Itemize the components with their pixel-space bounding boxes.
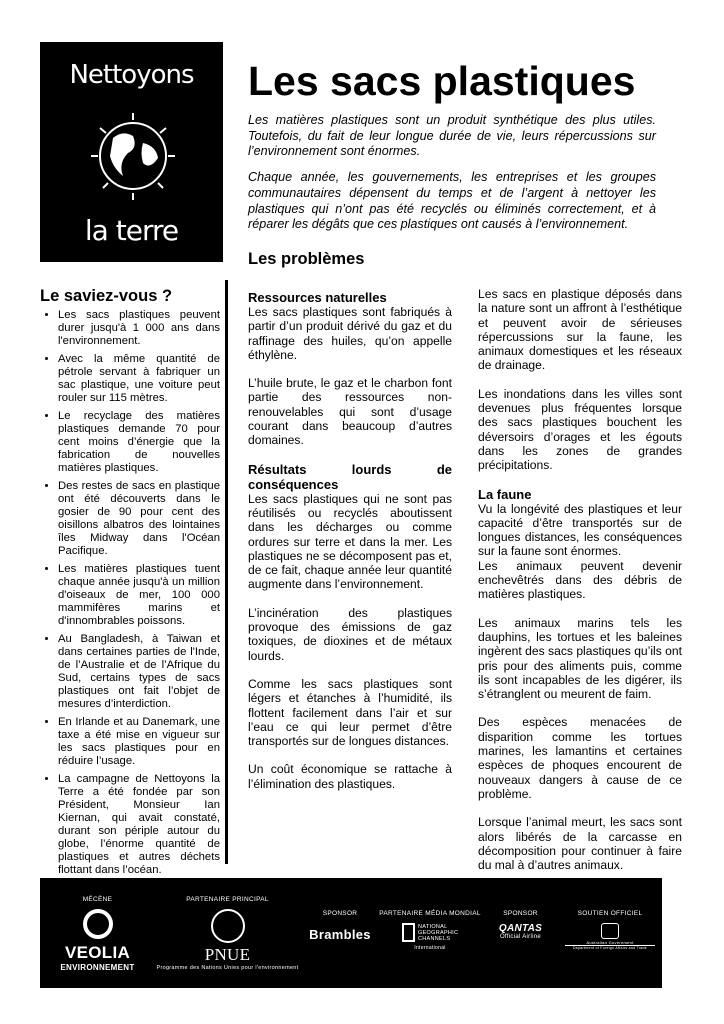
sponsor-qantas bbox=[488, 910, 553, 940]
sidebar-facts bbox=[40, 287, 220, 882]
sponsor-brambles bbox=[305, 910, 375, 942]
sponsor-label: SOUTIEN OFFICIEL bbox=[577, 910, 643, 917]
fact-item: • En Irlande et au Danemark, une taxe a été mise en vigueur sur les sacs plastiques pour en réduire l’usage. bbox=[58, 716, 220, 768]
paragraph: Lorsque l’animal meurt, les sacs sont alors libérés de la carcasse en décomposition pour continuer à faire du mal à d’autres animaux. bbox=[478, 815, 682, 873]
paragraph: L’huile brute, le gaz et le charbon font partie des ressources non-renouvelables qui sont d’usage courant dans beaucoup d’autres domaines. bbox=[248, 376, 452, 448]
coat-of-arms-icon bbox=[601, 923, 619, 939]
paragraph: Des espèces menacées de disparition comme les tortues marines, les lamantins et certaines espèces de phoques encourent de nouveaux dangers à cause de ce problème. bbox=[478, 715, 682, 801]
fact-item: • Des restes de sacs en plastique ont été découverts dans le gosier de 90 pour cent des oisillons albatros des lointaines îles Midway dans l'Océan Pacifique. bbox=[58, 480, 220, 558]
paragraph: Les animaux marins tels les dauphins, les tortues et les baleines ingèrent des sacs plastiques qu’ils ont pris pour des aliments puis, comme ils sont incapables de les digérer, ils s’étranglent ou meurent de faim. bbox=[478, 615, 682, 702]
sponsor-australian-government bbox=[565, 910, 655, 950]
sponsor-sub: Department of Foreign Affairs and Trade bbox=[565, 945, 655, 950]
sponsor-sub: International bbox=[414, 945, 446, 951]
paragraph: Les sacs plastiques qui ne sont pas réutilisés ou recyclés aboutissent dans les décharges ou comme ordures sur terre et dans la mer. Les plastiques ne se décomposent pas et, de ce fait, chaque année leur quantité augmente dans l’environnement. bbox=[248, 491, 452, 592]
fact-item: • Le recyclage des matières plastiques demande 70 pour cent moins d’énergie que la fabrication de nouvelles matières plastiques. bbox=[58, 410, 220, 475]
sponsor-label: MÉCÈNE bbox=[82, 896, 113, 903]
sponsor-sub: ENVIRONNEMENT bbox=[60, 963, 135, 972]
fact-item: • Les matières plastiques tuent chaque année jusqu'à un million d'oiseaux de mer, 100 000 mammifères marins et d'innombrables poissons. bbox=[58, 563, 220, 628]
sponsor-name: QANTAS bbox=[498, 923, 543, 934]
divider bbox=[225, 280, 228, 864]
logo-line1: Nettoyons bbox=[69, 60, 194, 90]
intro bbox=[248, 113, 656, 243]
paragraph: Comme les sacs plastiques sont légers et étanches à l’humidité, ils flottent facilement dans l’air et sur l’eau ce qui leur permet d’être transportés sur de longues distances. bbox=[248, 676, 452, 749]
sidebar-title: Le saviez-vous ? bbox=[40, 287, 173, 305]
heading-faune: La faune bbox=[478, 486, 532, 502]
sponsors-footer bbox=[40, 878, 662, 988]
un-emblem-icon bbox=[211, 909, 245, 943]
sponsor-name: VEOLIA bbox=[64, 943, 131, 962]
sponsor-name: NATIONAL GEOGRAPHIC CHANNELS bbox=[418, 923, 459, 942]
sponsor-veolia bbox=[50, 896, 145, 972]
sponsor-pnue bbox=[155, 896, 300, 971]
intro-paragraph: Les matières plastiques sont un produit synthétique des plus utiles. Toutefois, du fait de leur longue durée de vie, leurs répercussions sur l’environnement sont énormes. bbox=[248, 113, 656, 159]
sponsor-label: SPONSOR bbox=[503, 910, 538, 917]
section-title: Les problèmes bbox=[248, 250, 365, 268]
middle-column bbox=[248, 290, 452, 805]
fact-item: • La campagne de Nettoyons la Terre a été fondée par son Président, Monsieur Ian Kiernan, qui avait constaté, durant son périple autour du globe, l’énorme quantité de plastiques et autres déchets flottant dans l’océan. bbox=[58, 773, 220, 877]
sponsor-label: PARTENAIRE MÉDIA MONDIAL bbox=[379, 910, 481, 917]
paragraph: Vu la longévité des plastiques et leur capacité d’être transportés sur de longues distances, les conséquences sur la faune sont énormes. bbox=[478, 501, 682, 559]
paragraph: L’incinération des plastiques provoque des émissions de gaz toxiques, de dioxines et de métaux lourds. bbox=[248, 605, 452, 663]
sponsor-sub: Official Airline bbox=[499, 934, 542, 940]
globe-icon bbox=[88, 108, 178, 203]
heading-ressources: Ressources naturelles bbox=[248, 290, 387, 305]
sponsor-sub: Programme des Nations Unies pour l'environnement bbox=[156, 965, 299, 971]
sponsor-name: Brambles bbox=[309, 927, 371, 942]
veolia-icon bbox=[83, 909, 113, 939]
fact-item: • Les sacs plastiques peuvent durer jusqu'à 1 000 ans dans l'environnement. bbox=[58, 309, 220, 348]
intro-paragraph: Chaque année, les gouvernements, les entreprises et les groupes communautaires dépensent du temps et de l’argent à nettoyer les plastiques qui n’ont pas été recyclés ou éliminés correctement, et à réparer les dégâts que ces plastiques ont causés à l’environnement. bbox=[248, 170, 656, 232]
natgeo-icon bbox=[402, 923, 415, 942]
sponsor-name: PNUE bbox=[204, 945, 251, 964]
page-title: Les sacs plastiques bbox=[248, 58, 636, 104]
right-column bbox=[478, 287, 682, 886]
sponsor-label: SPONSOR bbox=[322, 910, 358, 917]
sponsor-name: Australian Government bbox=[586, 940, 634, 945]
sponsor-natgeo bbox=[375, 910, 485, 951]
paragraph: Les animaux peuvent devenir enchevêtrés dans des débris de matières plastiques. bbox=[478, 558, 682, 602]
heading-resultats: Résultats lourds de conséquences bbox=[248, 461, 452, 492]
logo-line2: la terre bbox=[84, 214, 179, 247]
paragraph: Les sacs plastiques sont fabriqués à partir d’un produit dérivé du gaz et du raffinage des huiles, qu’on appelle éthylène. bbox=[248, 305, 452, 362]
paragraph: Un coût économique se rattache à l’élimination des plastiques. bbox=[248, 762, 452, 791]
fact-item: • Avec la même quantité de pétrole servant à fabriquer un sac plastique, une voiture peut rouler sur 115 mètres. bbox=[58, 353, 220, 405]
nettoyons-la-terre-logo bbox=[40, 42, 223, 262]
sponsor-label: PARTENAIRE PRINCIPAL bbox=[186, 896, 269, 903]
paragraph: Les inondations dans les villes sont devenues plus fréquentes lorsque des sacs plastiques bouchent les déversoirs d’orages et les égouts dans les zones de grandes précipitations. bbox=[478, 386, 682, 473]
paragraph: Les sacs en plastique déposés dans la nature sont un affront à l’esthétique et peuvent avoir de sérieuses répercussions sur la faune, les animaux domestiques et les réseaux de drainage. bbox=[478, 287, 682, 373]
fact-item: • Au Bangladesh, à Taiwan et dans certaines parties de l'Inde, de l’Australie et de l’Afrique du Sud, certains types de sacs plastiques ont fait l’objet de mesures d’interdiction. bbox=[58, 633, 220, 711]
